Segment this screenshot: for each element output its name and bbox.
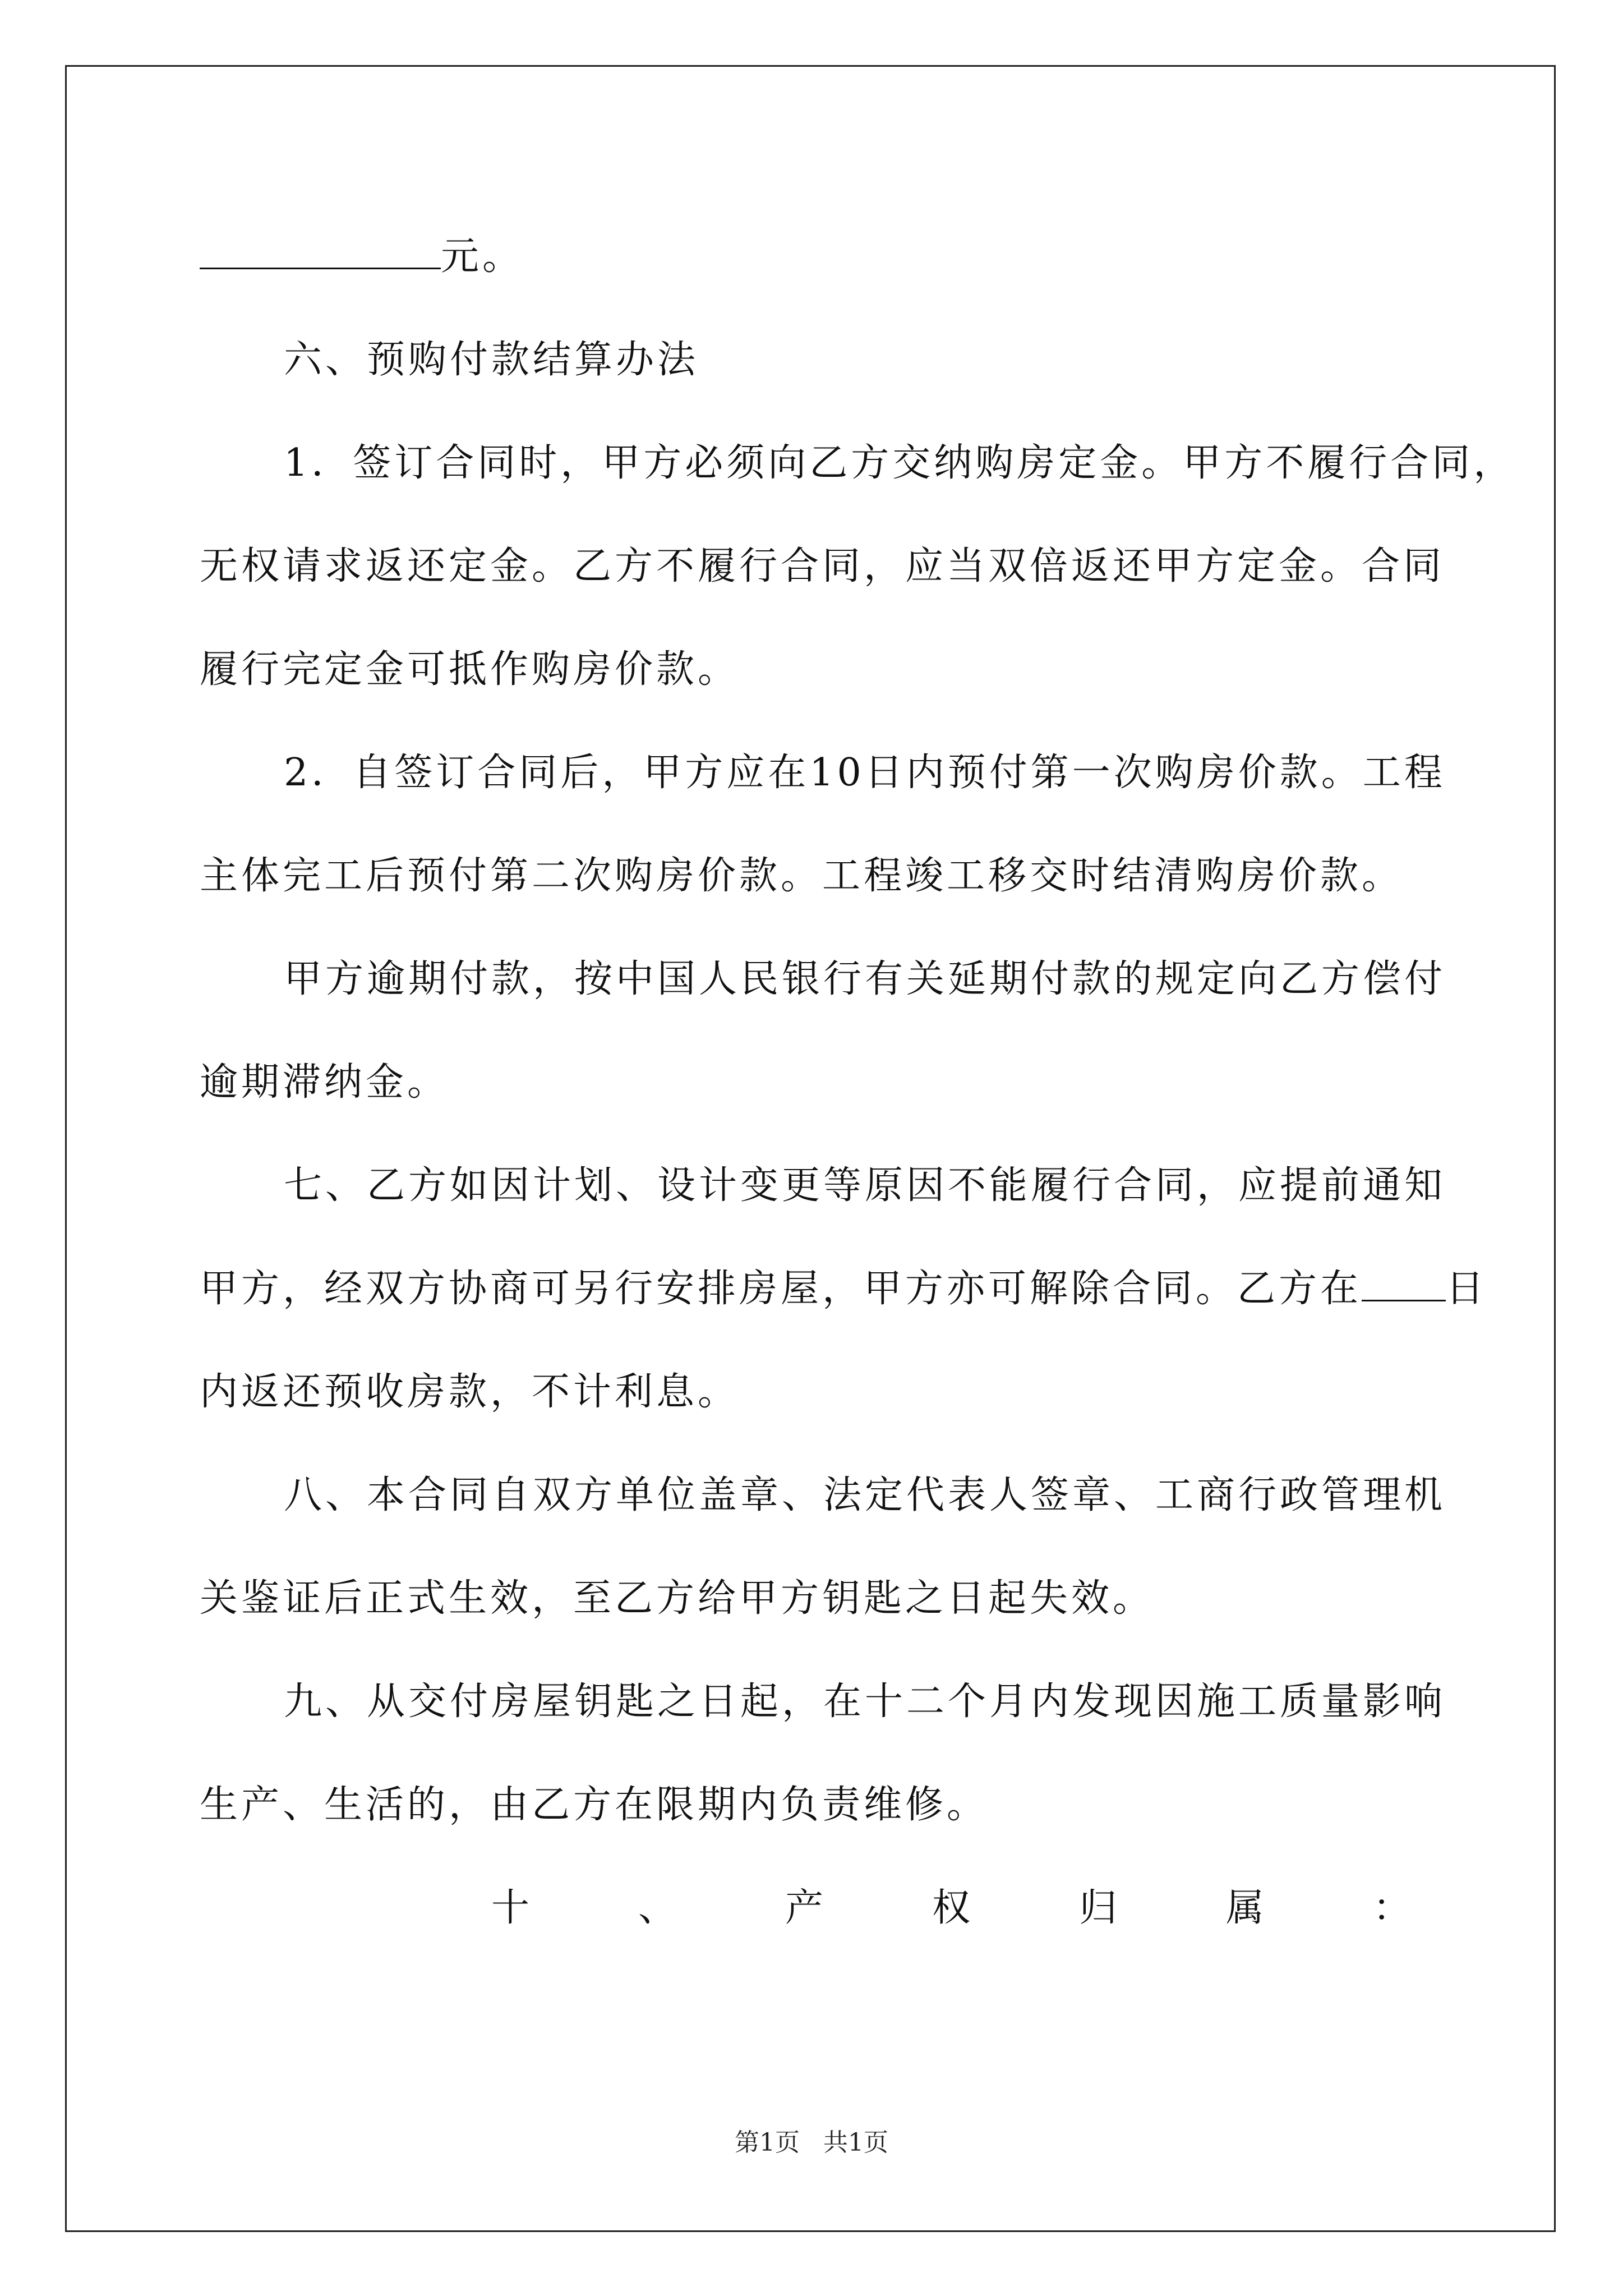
page-total: 共1页 — [823, 2128, 888, 2157]
paragraph-line: 内返还预收房款，不计利息。 — [200, 1370, 740, 1414]
paragraph-line: 生产、生活的，由乙方在限期内负责维修。 — [200, 1783, 989, 1827]
page-number: 第1页 — [735, 2128, 800, 2157]
heading-char: 归 — [1078, 1886, 1117, 1930]
line-text: 日 — [1446, 1267, 1488, 1311]
section-heading-6: 六、预购付款结算办法 — [284, 338, 699, 382]
page-footer — [0, 2129, 1623, 2157]
paragraph-line: 关鉴证后正式生效，至乙方给甲方钥匙之日起失效。 — [200, 1576, 1155, 1621]
line-text: 甲方，经双方协商可另行安排房屋，甲方亦可解除合同。乙方在 — [200, 1267, 1362, 1311]
section-line-7: 七、乙方如因计划、设计变更等原因不能履行合同，应提前通知 — [284, 1163, 1446, 1208]
fill-in-blank — [200, 236, 441, 269]
heading-char: 属 — [1225, 1886, 1264, 1930]
heading-char: 、 — [638, 1886, 676, 1930]
paragraph-line: 2．自签订合同后，甲方应在10日内预付第一次购房价款。工程 — [284, 751, 1446, 795]
paragraph-line: 甲方逾期付款，按中国人民银行有关延期付款的规定向乙方偿付 — [284, 957, 1446, 1001]
section-line-9: 九、从交付房屋钥匙之日起，在十二个月内发现因施工质量影响 — [284, 1680, 1446, 1724]
paragraph-line: 1．签订合同时，甲方必须向乙方交纳购房定金。甲方不履行合同， — [284, 441, 1515, 485]
line-text: 元。 — [441, 234, 524, 279]
fill-in-blank — [1362, 1268, 1446, 1301]
section-heading-10 — [491, 1886, 1411, 1931]
paragraph-line: 逾期滞纳金。 — [200, 1060, 449, 1105]
heading-char: ： — [1372, 1886, 1411, 1930]
heading-char: 产 — [785, 1886, 823, 1930]
heading-char: 权 — [932, 1886, 970, 1930]
paragraph-line-days — [200, 1267, 1488, 1312]
paragraph-line: 无权请求返还定金。乙方不履行合同，应当双倍返还甲方定金。合同 — [200, 544, 1445, 588]
paragraph-line: 主体完工后预付第二次购房价款。工程竣工移交时结清购房价款。 — [200, 854, 1404, 898]
section-line-8: 八、本合同自双方单位盖章、法定代表人签章、工商行政管理机 — [284, 1473, 1446, 1517]
paragraph-line-amount — [200, 234, 1433, 279]
paragraph-line: 履行完定金可抵作购房价款。 — [200, 647, 740, 692]
heading-char: 十 — [491, 1886, 530, 1930]
